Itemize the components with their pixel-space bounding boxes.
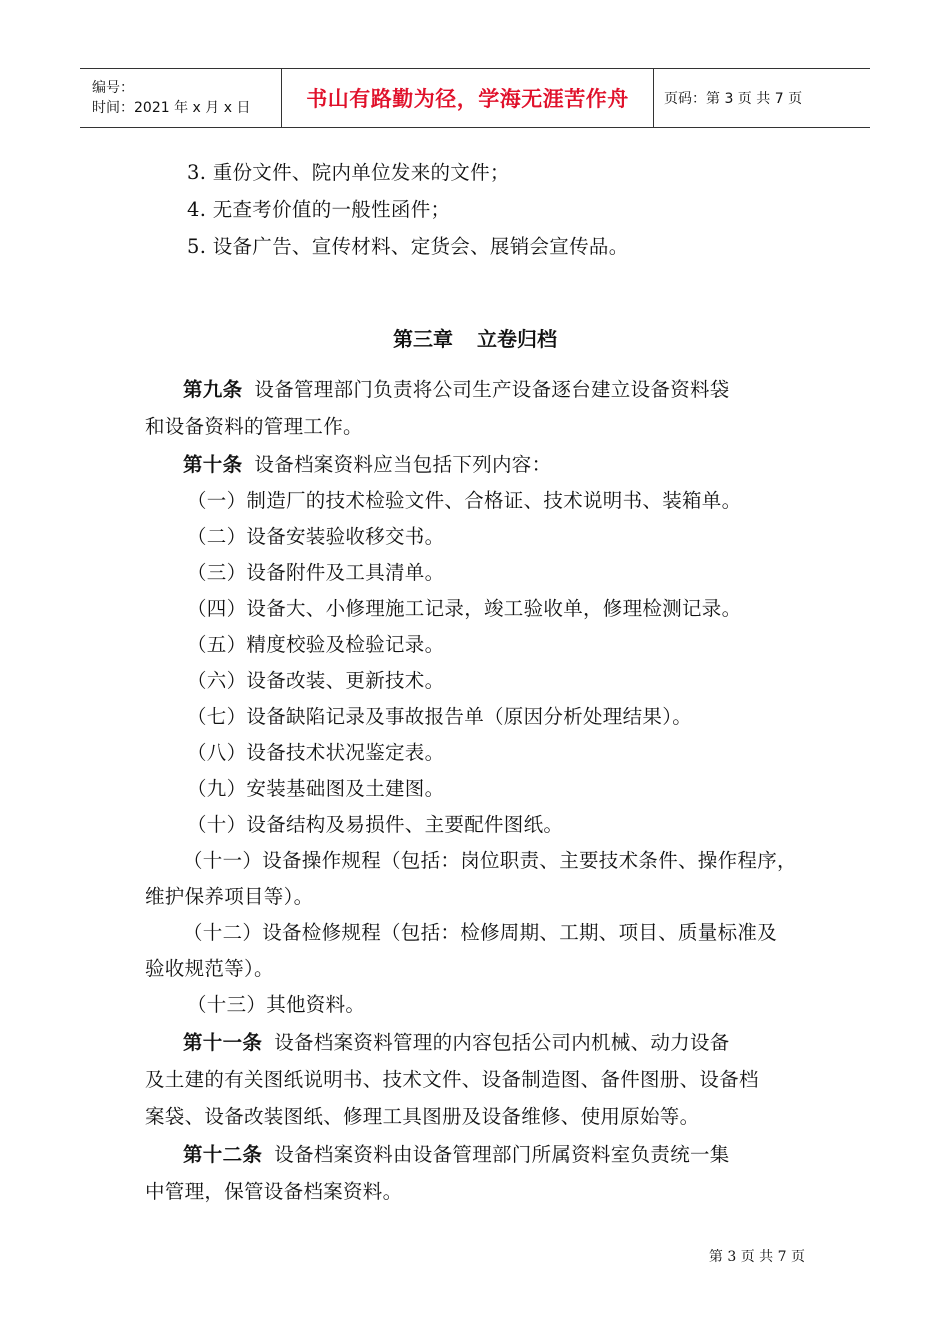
article-10-label: 第十条	[183, 453, 243, 476]
article-9-line-2: 和设备资料的管理工作。	[145, 415, 363, 438]
list-item: （六）设备改装、更新技术。	[187, 669, 445, 692]
list-item: （八）设备技术状况鉴定表。	[187, 741, 445, 764]
time-label: 时间：2021 年 x 月 x 日	[92, 100, 251, 116]
chapter-title	[0, 323, 950, 352]
chapter-name: 立卷归档	[477, 327, 557, 351]
article-10	[183, 449, 551, 477]
article-11-label: 第十一条	[183, 1031, 263, 1054]
intro-item-4: 4. 无查考价值的一般性函件；	[187, 198, 451, 221]
article-10-text: 设备档案资料应当包括下列内容：	[254, 453, 552, 476]
intro-item-3: 3. 重份文件、院内单位发来的文件；	[187, 161, 510, 184]
article-9-text: 设备管理部门负责将公司生产设备逐台建立设备资料袋	[254, 378, 730, 401]
article-9-label: 第九条	[183, 378, 243, 401]
list-item: （十）设备结构及易损件、主要配件图纸。	[187, 813, 564, 836]
page-header	[80, 68, 870, 128]
list-item: （三）设备附件及工具清单。	[187, 561, 445, 584]
list-item: （一）制造厂的技术检验文件、合格证、技术说明书、装箱单。	[187, 489, 742, 512]
chapter-number: 第三章	[393, 327, 453, 351]
list-item: （九）安装基础图及土建图。	[187, 777, 445, 800]
item-11-line-1: （十一）设备操作规程（包括：岗位职责、主要技术条件、操作程序，	[183, 849, 797, 872]
header-page-label: 页码：第 3 页 共 7 页	[664, 91, 803, 107]
item-12-line-1: （十二）设备检修规程（包括：检修周期、工期、项目、质量标准及	[183, 921, 778, 944]
item-12-line-2: 验收规范等）。	[145, 957, 274, 980]
article-12-line-1	[183, 1139, 730, 1167]
header-motto: 书山有路勤为径，学海无涯苦作舟	[306, 87, 629, 111]
article-11-line-3: 案袋、设备改装图纸、修理工具图册及设备维修、使用原始等。	[145, 1105, 700, 1128]
header-motto-cell	[282, 69, 654, 127]
article-12-line-2: 中管理，保管设备档案资料。	[145, 1180, 403, 1203]
article-12-text: 设备档案资料由设备管理部门所属资料室负责统一集	[274, 1143, 730, 1166]
article-12-label: 第十二条	[183, 1143, 263, 1166]
list-item: （二）设备安装验收移交书。	[187, 525, 445, 548]
header-meta	[80, 69, 282, 127]
article-9-line-1	[183, 374, 730, 402]
article-11-line-2: 及土建的有关图纸说明书、技术文件、设备制造图、备件图册、设备档	[145, 1068, 759, 1091]
article-11-line-1	[183, 1027, 730, 1055]
list-item: （四）设备大、小修理施工记录，竣工验收单，修理检测记录。	[187, 597, 742, 620]
item-11-line-2: 维护保养项目等）。	[145, 885, 314, 908]
number-label: 编号：	[92, 80, 134, 96]
intro-item-5: 5. 设备广告、宣传材料、定货会、展销会宣传品。	[187, 235, 629, 258]
page-footer: 第 3 页 共 7 页	[708, 1249, 805, 1265]
header-page-cell	[654, 69, 870, 127]
list-item: （五）精度校验及检验记录。	[187, 633, 445, 656]
item-13: （十三）其他资料。	[187, 993, 366, 1016]
list-item: （七）设备缺陷记录及事故报告单（原因分析处理结果）。	[187, 705, 693, 728]
article-11-text: 设备档案资料管理的内容包括公司内机械、动力设备	[274, 1031, 730, 1054]
